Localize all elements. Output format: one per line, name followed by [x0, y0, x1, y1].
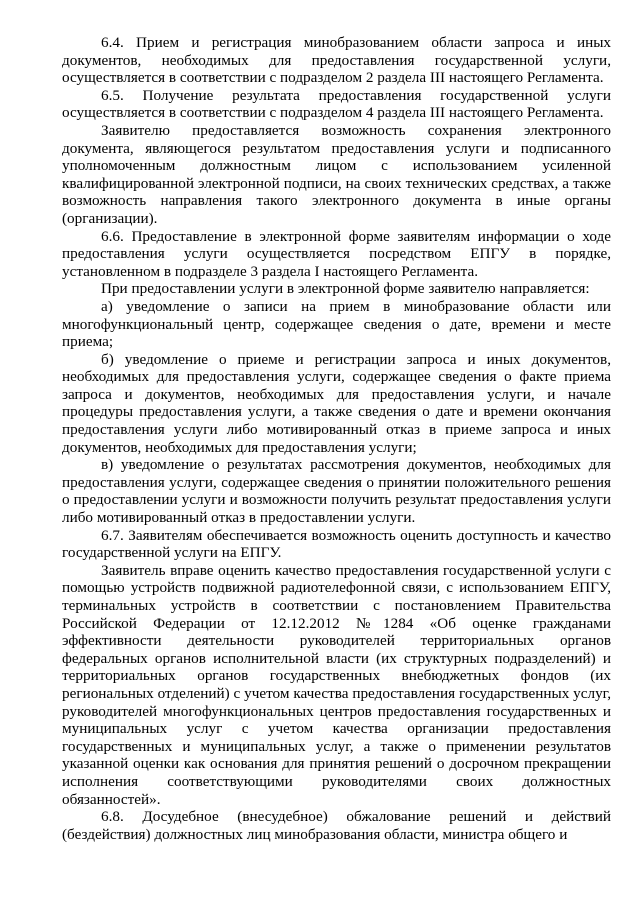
list-item-b: б) уведомление о приеме и регистрации запроса и иных документов, необходимых для предоставления услуги, содержащее сведения о факте приема запроса и документов, необходимых для предоставления услуги, и начале процедуры предоставления услуги, а также сведения о дате и времени окончания предоставления услуги либо мотивированный отказ в приеме запроса и иных документов, необходимых для предоставления услуги; [62, 350, 611, 456]
paragraph-6-8: 6.8. Досудебное (внесудебное) обжалование решений и действий (бездействия) должностных лиц минобразования области, министра общего и [62, 808, 611, 843]
paragraph-6-4: 6.4. Прием и регистрация минобразованием области запроса и иных документов, необходимых для предоставления государственной услуги, осуществляется в соответствии с подразделом 2 раздела III настоящего Регламента. [62, 34, 611, 87]
paragraph-electronic-document: Заявителю предоставляется возможность сохранения электронного документа, являющегося результатом предоставления услуги и подписанного уполномоченным должностным лицом с использованием усиленной квалифицированной электронной подписи, на своих технических средствах, а также возможность направления такого электронного документа в иные органы (организации). [62, 121, 611, 227]
list-item-a: а) уведомление о записи на прием в минобразование области или многофункциональный центр, содержащее сведения о дате, времени и месте приема; [62, 297, 611, 351]
paragraph-6-5: 6.5. Получение результата предоставления государственной услуги осуществляется в соответствии с подразделом 4 раздела III настоящего Регламента. [62, 86, 611, 122]
paragraph-notifications-intro: При предоставлении услуги в электронной форме заявителю направляется: [101, 280, 590, 298]
paragraph-quality-assessment: Заявитель вправе оценить качество предоставления государственной услуги с помощью устройств подвижной радиотелефонной связи, с использованием ЕПГУ, терминальных устройств в соответствии с постановлением Правительства Российской Федерации от 12.12.2012 №1284 «Об оценке гражданами эффективности деятельности руководителей территориальных органов федеральных органов исполнительной власти (их структурных подразделений) и территориальных органов государственных внебюджетных фондов (их региональных отделений) с учетом качества предоставления государственных услуг, руководителей многофункциональных центров предоставления государственных и муниципальных услуг с учетом качества организации предоставления государственных и муниципальных услуг, а также о применении результатов указанной оценки как основания для принятия решений о досрочном прекращении исполнения соответствующими руководителями своих должностных обязанностей». [62, 561, 611, 808]
list-item-v: в) уведомление о результатах рассмотрения документов, необходимых для предоставления услуги, содержащее сведения о принятии положительного решения о предоставлении услуги и возможности получить результат предоставления услуги либо мотивированный отказ в предоставлении услуги. [62, 456, 611, 527]
paragraph-6-6: 6.6. Предоставление в электронной форме заявителям информации о ходе предоставления услуги осуществляется посредством ЕПГУ в порядке, установленном в подразделе 3 раздела I настоящего Регламента. [62, 227, 611, 280]
document-page [62, 34, 611, 843]
paragraph-6-7: 6.7. Заявителям обеспечивается возможность оценить доступность и качество государственной услуги на ЕПГУ. [62, 526, 611, 562]
